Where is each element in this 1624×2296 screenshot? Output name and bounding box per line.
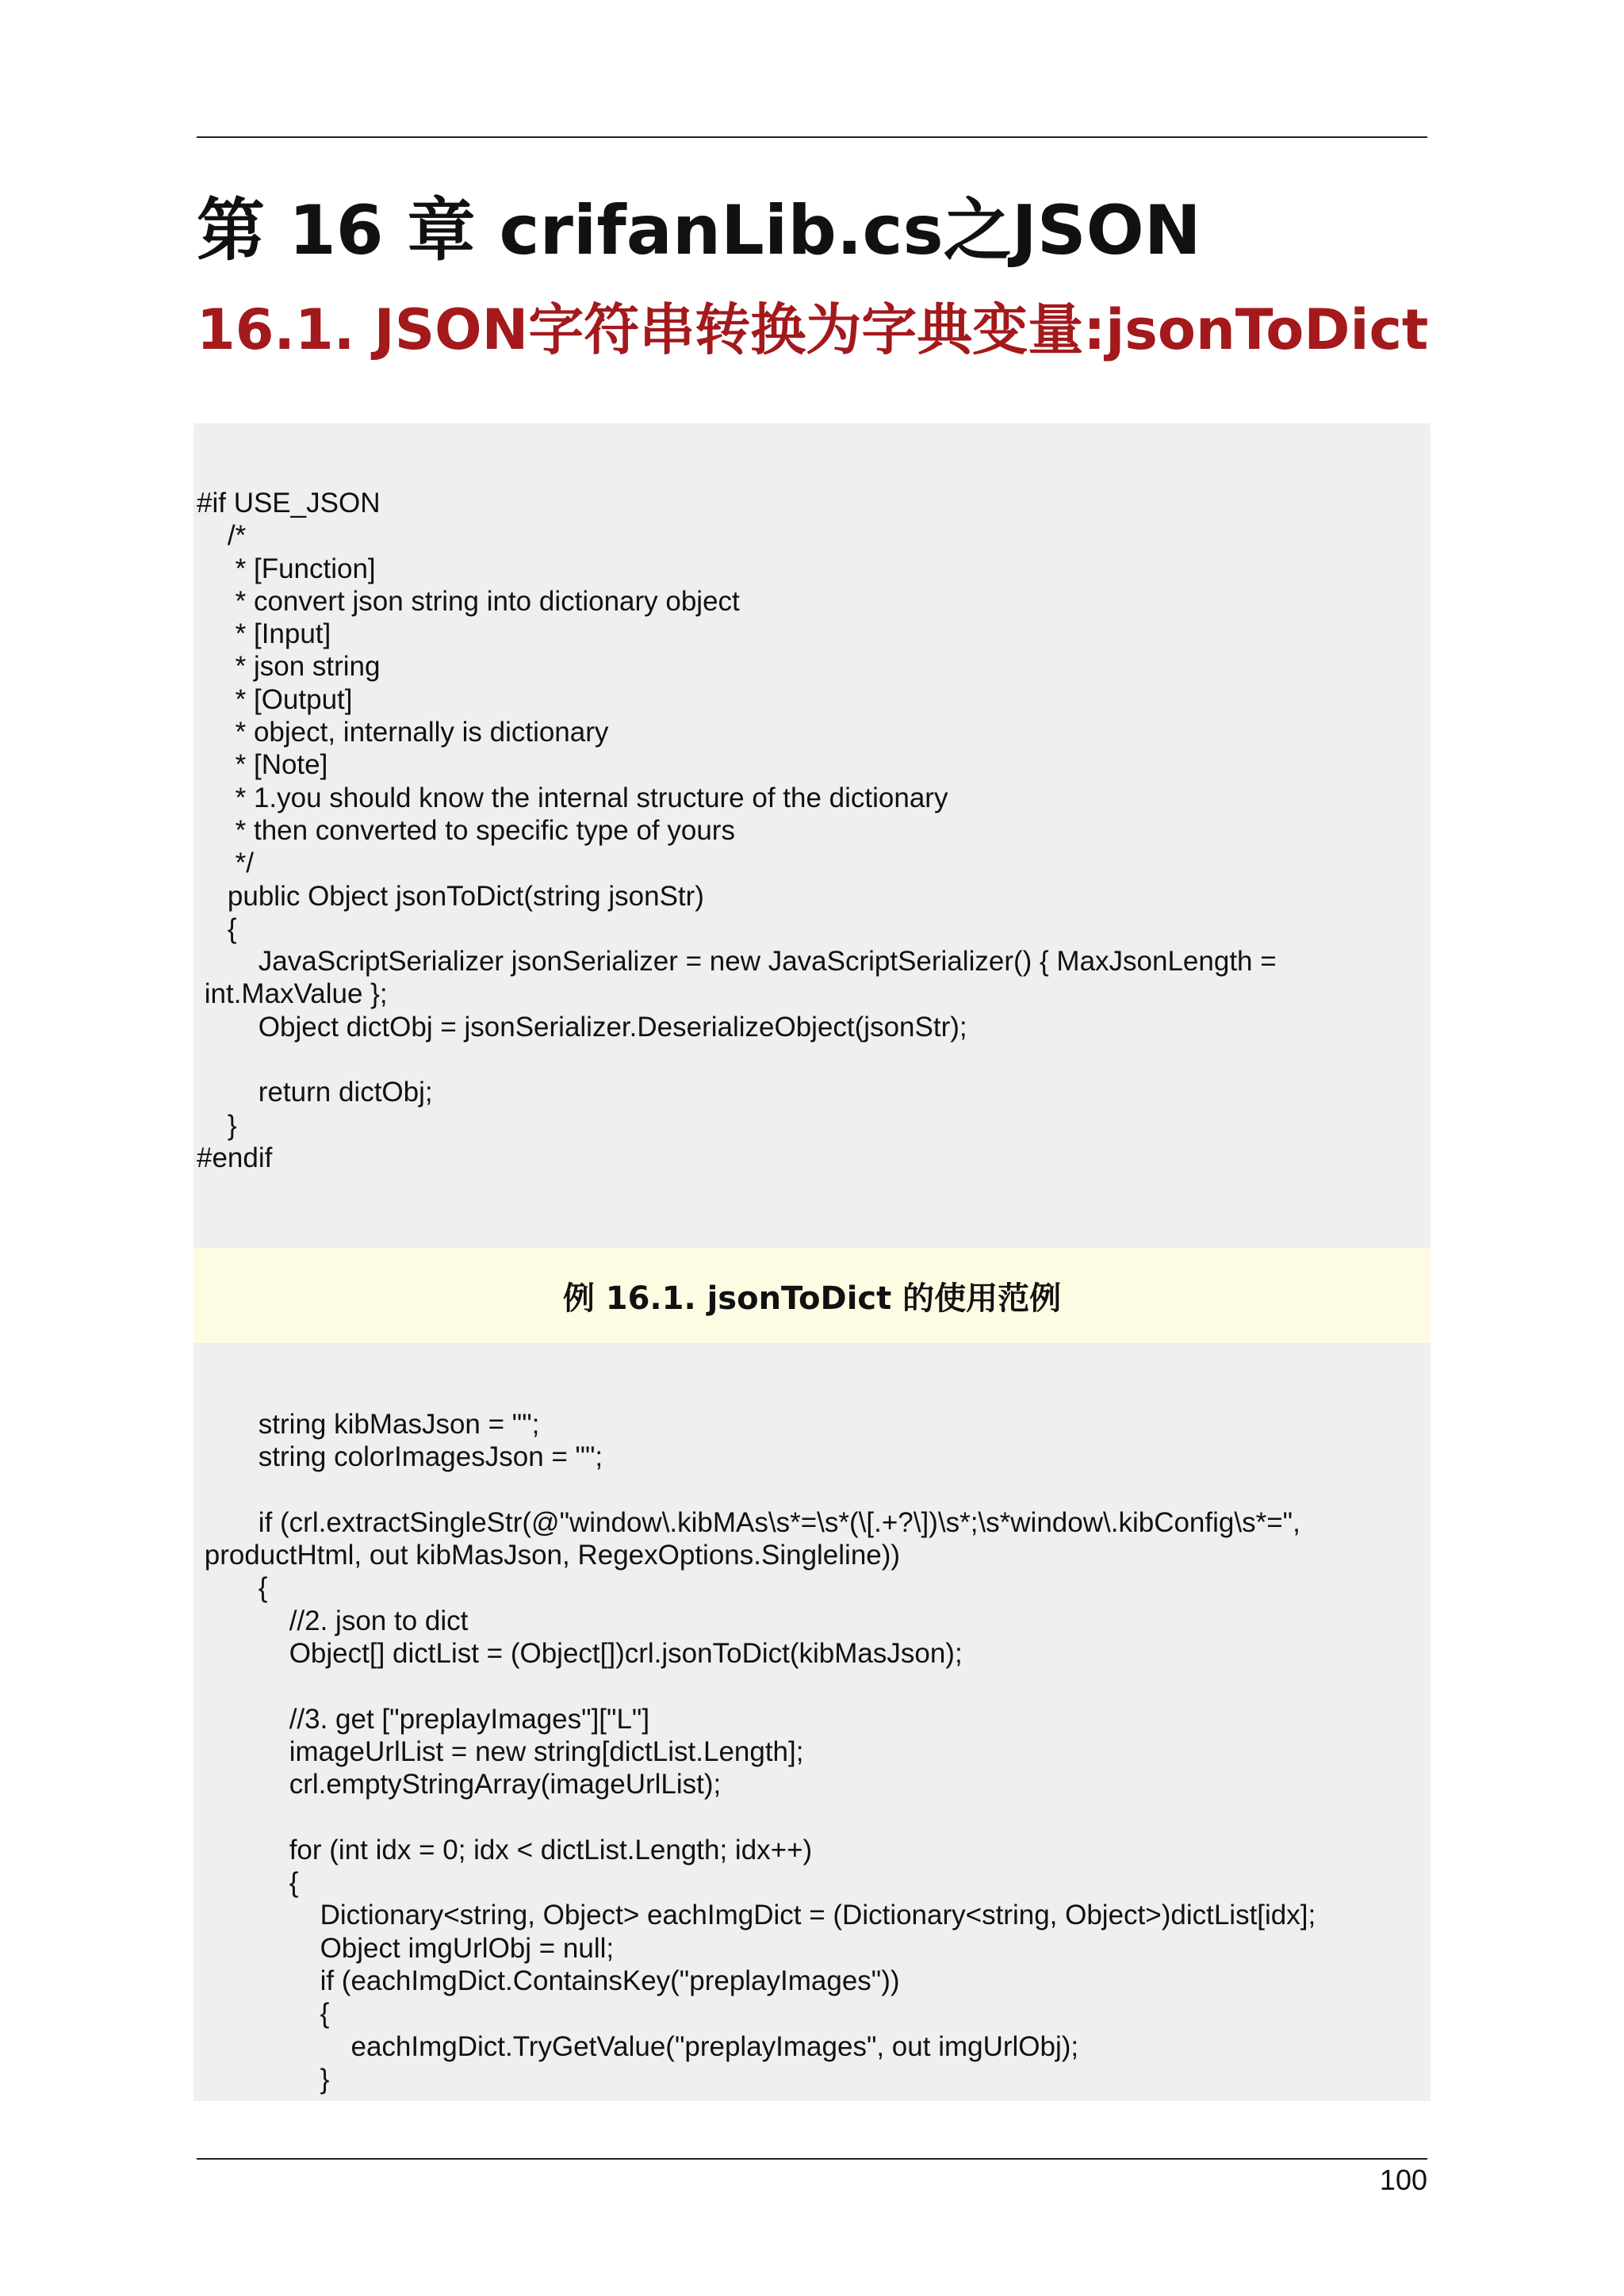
code-block-jsontodict xyxy=(193,423,1431,1248)
footer-rule xyxy=(197,2158,1427,2160)
code-block-example xyxy=(193,1343,1431,2101)
code-listing-jsontodict: #if USE_JSON /* * [Function] * convert json string into dictionary object * [Input] * json string * [Output] * object, internally is dictionary * [Note] * 1.you should know the internal structure of the dictionary * then converted to specific type of yours */ public Object jsonToDict(string jsonStr) { JavaScriptSerializer jsonSerializer = new JavaScriptSerializer() { MaxJsonLength = int.MaxValue }; Object dictObj = jsonSerializer.DeserializeObject(jsonStr); return dictObj; } #endif xyxy=(197,488,1277,1173)
example-caption: 例 16.1. jsonToDict 的使用范例 xyxy=(193,1248,1431,1343)
section-title: 16.1. JSON字符串转换为字典变量:jsonToDict xyxy=(197,297,1429,362)
chapter-title: 第 16 章 crifanLib.cs之JSON xyxy=(197,191,1201,270)
code-listing-example: string kibMasJson = ""; string colorImagesJson = ""; if (crl.extractSingleStr(@"window\.kibMAs\s*=\s*(\[.+?\])\s*;\s*window\.kibConfig\s*=", productHtml, out kibMasJson, RegexOptions.Singleline)) { //2. json to dict Object[] dictList = (Object[])crl.jsonToDict(kibMasJson); //3. get ["preplayImages"]["L"] imageUrlList = new string[dictList.Length]; crl.emptyStringArray(imageUrlList); for (int idx = 0; idx < dictList.Length; idx++) { Dictionary<string, Object> eachImgDict = (Dictionary<string, Object>)dictList[idx]; Object imgUrlObj = null; if (eachImgDict.ContainsKey("preplayImages")) { eachImgDict.TryGetValue("preplayImages", out imgUrlObj); } xyxy=(204,1409,1316,2095)
page-number: 100 xyxy=(1379,2164,1427,2196)
header-rule xyxy=(197,136,1427,138)
